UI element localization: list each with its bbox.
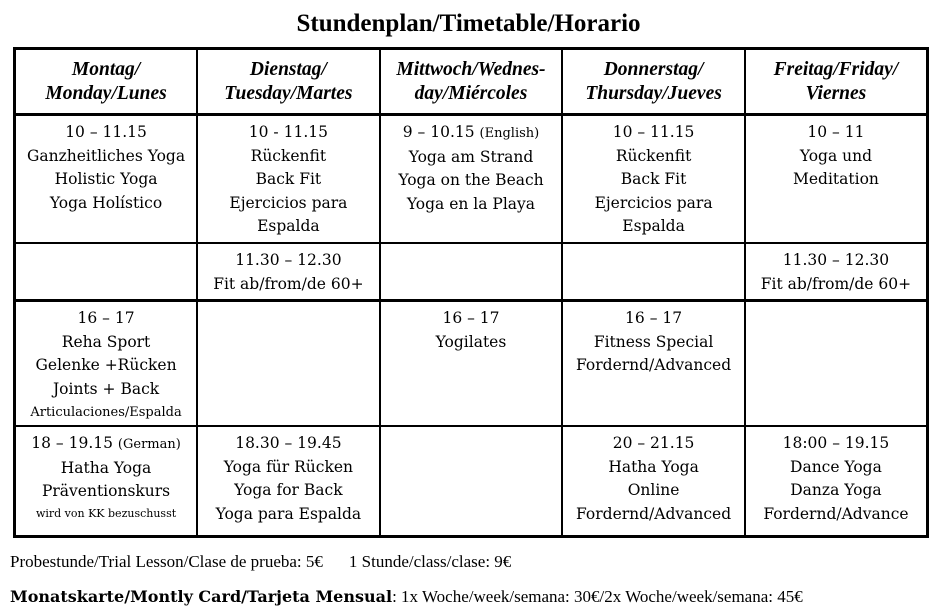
- day-header-line: Monday/Lunes: [45, 82, 167, 104]
- class-time: 10 – 11.15: [65, 123, 147, 141]
- class-time: 10 – 11.15: [612, 123, 695, 141]
- day-header-line: Mittwoch/Wednes-: [396, 58, 546, 80]
- class-name-line: Dance Yoga: [790, 457, 882, 476]
- class-cell: [380, 426, 563, 537]
- class-name-line: Yoga para Espalda: [215, 504, 362, 523]
- class-cell: [380, 243, 563, 301]
- class-name-line: Fordernd/Advance: [763, 504, 909, 523]
- class-time: 10 - 11.15: [248, 123, 328, 141]
- class-time-line: [198, 432, 379, 456]
- class-time: 18:00 – 19.15: [782, 434, 890, 452]
- class-cell: [562, 426, 745, 537]
- class-name-line: Gelenke +Rücken: [35, 356, 177, 374]
- monthly-card-value: : 1x Woche/week/semana: 30€/2x Woche/week/semana: 45€: [392, 587, 803, 606]
- class-name-line: Ejercicios para: [594, 193, 713, 212]
- class-time: 18.30 – 19.45: [235, 434, 342, 452]
- trial-price: Probestunde/Trial Lesson/Clase de prueba: 5€: [10, 552, 323, 571]
- class-name-line: Espalda: [257, 217, 320, 235]
- timetable-row: [15, 301, 928, 427]
- timetable-row: [15, 115, 928, 244]
- day-header: [197, 49, 380, 115]
- timetable-row: [15, 426, 928, 537]
- class-language-note: (English): [479, 126, 540, 141]
- class-name-line: Holistic Yoga: [54, 170, 158, 188]
- class-cell: [745, 243, 928, 301]
- class-name-line: Präventionskurs: [41, 482, 171, 500]
- class-name-line: Hatha Yoga: [608, 457, 699, 476]
- class-cell: [15, 115, 198, 244]
- class-time: 20 – 21.15: [612, 434, 695, 452]
- class-name-line: Online: [627, 481, 680, 499]
- class-time: 16 – 17: [442, 309, 500, 327]
- class-name-line: Back Fit: [620, 170, 687, 188]
- class-language-note: (German): [117, 437, 181, 452]
- class-name-line: Fit ab/from/de 60+: [213, 274, 364, 293]
- class-time-line: [563, 307, 744, 331]
- class-cell: [745, 426, 928, 537]
- class-name-line: Reha Sport: [61, 332, 151, 351]
- class-cell: [380, 301, 563, 427]
- class-time-line: [563, 432, 744, 456]
- class-time-line: [198, 121, 379, 145]
- class-time-line: [746, 432, 926, 456]
- class-name-line: Yoga am Strand: [408, 147, 534, 166]
- class-time: 10 – 11: [807, 123, 865, 141]
- class-time: 18 – 19.15: [31, 434, 113, 452]
- class-cell: [745, 301, 928, 427]
- class-cell: [562, 115, 745, 244]
- header-row: [15, 49, 928, 115]
- class-cell: [197, 243, 380, 301]
- day-header-line: Donnerstag/: [603, 58, 704, 80]
- day-header: [15, 49, 198, 115]
- class-time: 16 – 17: [77, 309, 135, 327]
- class-time-line: [381, 121, 562, 146]
- day-header-line: day/Miércoles: [414, 82, 528, 104]
- class-cell: [562, 301, 745, 427]
- class-cell: [15, 426, 198, 537]
- day-header-line: Freitag/Friday/: [773, 58, 899, 80]
- class-time-line: [381, 307, 562, 331]
- class-name-line: Fit ab/from/de 60+: [760, 274, 912, 293]
- class-name-line: Yoga for Back: [234, 481, 343, 499]
- day-header-line: Dienstag/: [249, 58, 327, 80]
- monthly-card-label: Monatskarte/Montly Card/Tarjeta Mensual: [10, 587, 393, 606]
- class-name-line: Articulaciones/Espalda: [30, 405, 182, 420]
- footer-prices: [10, 552, 511, 572]
- timetable: [13, 47, 929, 538]
- page-title: Stundenplan/Timetable/Horario: [296, 10, 641, 37]
- class-subsidy-note: wird von KK bezuschusst: [35, 506, 177, 520]
- day-header-line: Thursday/Jueves: [585, 82, 722, 104]
- class-time-line: [16, 307, 196, 331]
- class-time-line: [746, 249, 926, 273]
- class-name-line: Fitness Special: [593, 332, 714, 351]
- class-time-line: [16, 121, 196, 145]
- day-header-line: Viernes: [805, 82, 867, 104]
- class-name-line: Hatha Yoga: [60, 458, 152, 477]
- day-header-line: Tuesday/Martes: [224, 82, 353, 104]
- class-name-line: Yoga en la Playa: [406, 194, 536, 213]
- class-name-line: Yoga und: [799, 146, 873, 165]
- timetable-row: [15, 243, 928, 301]
- class-time-line: [563, 121, 744, 145]
- class-time: 11.30 – 12.30: [782, 251, 890, 269]
- class-time-line: [198, 249, 379, 273]
- class-name-line: Fordernd/Advanced: [576, 356, 732, 374]
- class-cell: [380, 115, 563, 244]
- class-cell: [15, 301, 198, 427]
- class-name-line: Danza Yoga: [790, 481, 882, 499]
- class-name-line: Ganzheitliches Yoga: [26, 146, 186, 165]
- class-name-line: Espalda: [622, 217, 685, 235]
- day-header: [562, 49, 745, 115]
- class-name-line: Rückenfit: [615, 146, 692, 165]
- class-name-line: Yogilates: [435, 332, 507, 351]
- class-name-line: Yoga on the Beach: [398, 171, 544, 189]
- class-name-line: Back Fit: [255, 170, 322, 188]
- class-time-line: [16, 432, 196, 457]
- class-cell: [15, 243, 198, 301]
- day-header: [745, 49, 928, 115]
- class-name-line: Yoga für Rücken: [223, 457, 354, 476]
- class-cell: [197, 426, 380, 537]
- class-time: 11.30 – 12.30: [235, 251, 342, 269]
- class-name-line: Ejercicios para: [229, 193, 348, 212]
- class-cell: [197, 115, 380, 244]
- single-class-price: 1 Stunde/class/clase: 9€: [348, 552, 512, 571]
- class-time-line: [746, 121, 926, 145]
- class-name-line: Yoga Holístico: [49, 193, 163, 212]
- footer-monthly: [10, 587, 803, 607]
- class-time: 16 – 17: [625, 309, 683, 327]
- class-cell: [745, 115, 928, 244]
- day-header-line: Montag/: [71, 58, 141, 80]
- day-header: [380, 49, 563, 115]
- class-name-line: Meditation: [792, 170, 879, 188]
- class-cell: [562, 243, 745, 301]
- class-cell: [197, 301, 380, 427]
- class-name-line: Rückenfit: [250, 146, 327, 165]
- class-name-line: Fordernd/Advanced: [576, 504, 732, 523]
- class-time: 9 – 10.15: [402, 123, 475, 141]
- class-name-line: Joints + Back: [52, 379, 160, 398]
